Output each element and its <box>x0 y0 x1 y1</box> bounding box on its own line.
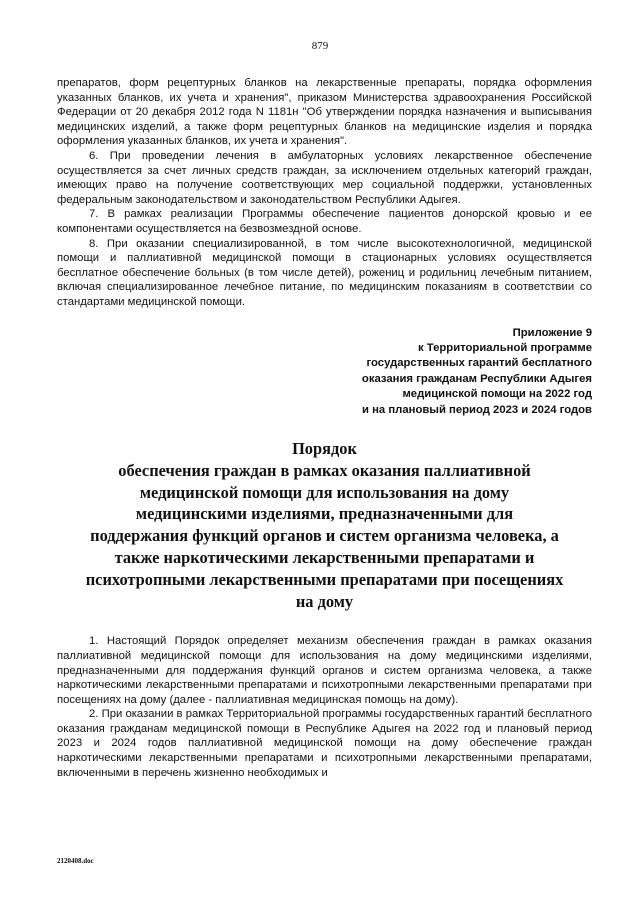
page-number: 879 <box>311 40 329 52</box>
document-title <box>57 438 592 612</box>
paragraph-8: 8. При оказании специализированной, в том числе высокотехнологичной, медицинской помощи и паллиативной медицинской помощи в стационарных условиях осуществляется бесплатное обеспечение больных (в том числе детей), рожениц и родильниц лечебным питанием, включая специализированное лечебное питание, по медицинским показаниям в соответствии со стандартами медицинской помощи. <box>57 237 592 308</box>
appendix-line: медицинской помощи на 2022 год <box>402 388 592 401</box>
title-line: медицинской помощи для использования на дому <box>139 482 510 502</box>
title-line: на дому <box>295 591 354 611</box>
title-line: психотропными лекарственными препаратами при посещениях <box>85 569 564 589</box>
title-line: также наркотическими лекарственными препаратами и <box>114 547 535 567</box>
paragraph-1: 1. Настоящий Порядок определяет механизм обеспечения граждан в рамках оказания паллиативной медицинской помощи для использования на дому медицинскими изделиями, предназначенными для поддержания функций органов и систем организма человека, а также наркотическими лекарственными препаратами и психотропными лекарственными препаратами при посещениях на дому (далее - паллиативная медицинская помощь на дому). <box>57 635 592 706</box>
appendix-line: Приложение 9 <box>512 326 592 339</box>
paragraph-2: 2. При оказании в рамках Территориальной программы государственных гарантий бесплатного оказания гражданам медицинской помощи в Республике Адыгея на 2022 год и плановый период 2023 и 2024 годов паллиативной медицинской помощи на дому обеспечение граждан наркотическими лекарственными препаратами и психотропными лекарственными препаратами, включенными в перечень жизненно необходимых и <box>57 708 592 779</box>
paragraph-6: 6. При проведении лечения в амбулаторных условиях лекарственное обеспечение осуществляется за счет личных средств граждан, за исключением отдельных категорий граждан, имеющих право на получение соответствующих мер социальной поддержки, установленных федеральным законодательством и законодательством Республики Адыгея. <box>57 149 592 206</box>
paragraph-7: 7. В рамках реализации Программы обеспечение пациентов донорской кровью и ее компонентами осуществляется на безвозмездной основе. <box>57 208 592 235</box>
appendix-line: оказания гражданам Республики Адыгея <box>361 372 592 385</box>
paragraph-continuation: препаратов, форм рецептурных бланков на лекарственные препараты, порядка оформления указанных бланков, их учета и хранения", приказом Министерства здравоохранения Российской Федерации от 20 декабря 2012 года N 1181н "Об утверждении порядка назначения и выписывания медицинских изделий, а также форм рецептурных бланков на медицинские изделия и порядка оформления указанных бланков, их учета и хранения". <box>57 77 592 148</box>
appendix-header <box>57 326 592 418</box>
document-body <box>57 76 592 780</box>
appendix-line: к Территориальной программе <box>417 341 592 354</box>
title-line: обеспечения граждан в рамках оказания паллиативной <box>118 460 531 480</box>
order-body <box>57 634 592 780</box>
title-line: медицинскими изделиями, предназначенными для <box>135 504 514 524</box>
title-line: поддержания функций органов и систем организма человека, а <box>90 526 559 546</box>
title-line: Порядок <box>292 438 357 458</box>
appendix-line: государственных гарантий бесплатного <box>366 357 592 370</box>
file-name-footer: 2120408.doc <box>57 857 94 865</box>
appendix-line: и на плановый период 2023 и 2024 годов <box>362 403 592 416</box>
